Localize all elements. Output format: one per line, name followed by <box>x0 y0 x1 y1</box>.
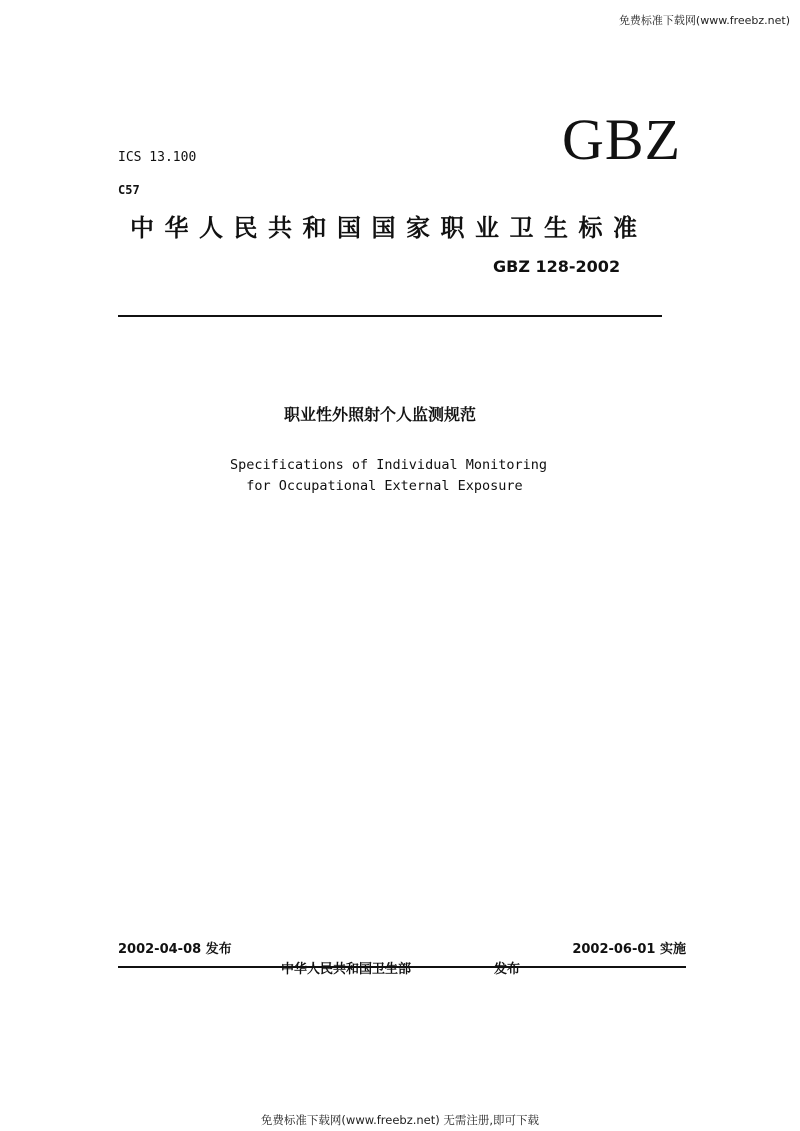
standard-number: GBZ 128-2002 <box>493 257 621 276</box>
ccs-code: C57 <box>118 183 140 197</box>
standard-category-title: 中华人民共和国国家职业卫生标准 <box>130 214 648 242</box>
english-title-line-1: Specifications of Individual Monitoring <box>230 457 547 473</box>
implementation-date: 2002-06-01 实施 <box>572 942 686 957</box>
document-title-english <box>230 455 547 497</box>
watermark-bottom: 免费标准下载网(www.freebz.net) 无需注册,即可下载 <box>260 1113 540 1127</box>
document-title-chinese: 职业性外照射个人监测规范 <box>283 405 476 424</box>
gbz-logo: GBZ <box>562 107 681 172</box>
issuing-authority: 中华人民共和国卫生部 <box>281 962 412 977</box>
issue-label: 发布 <box>494 962 521 977</box>
ics-code: ICS 13.100 <box>118 150 197 165</box>
header-divider <box>118 315 662 317</box>
watermark-top: 免费标准下载网(www.freebz.net) <box>618 14 790 27</box>
issue-date: 2002-04-08 发布 <box>118 942 232 957</box>
english-title-line-2: for Occupational External Exposure <box>230 478 523 494</box>
